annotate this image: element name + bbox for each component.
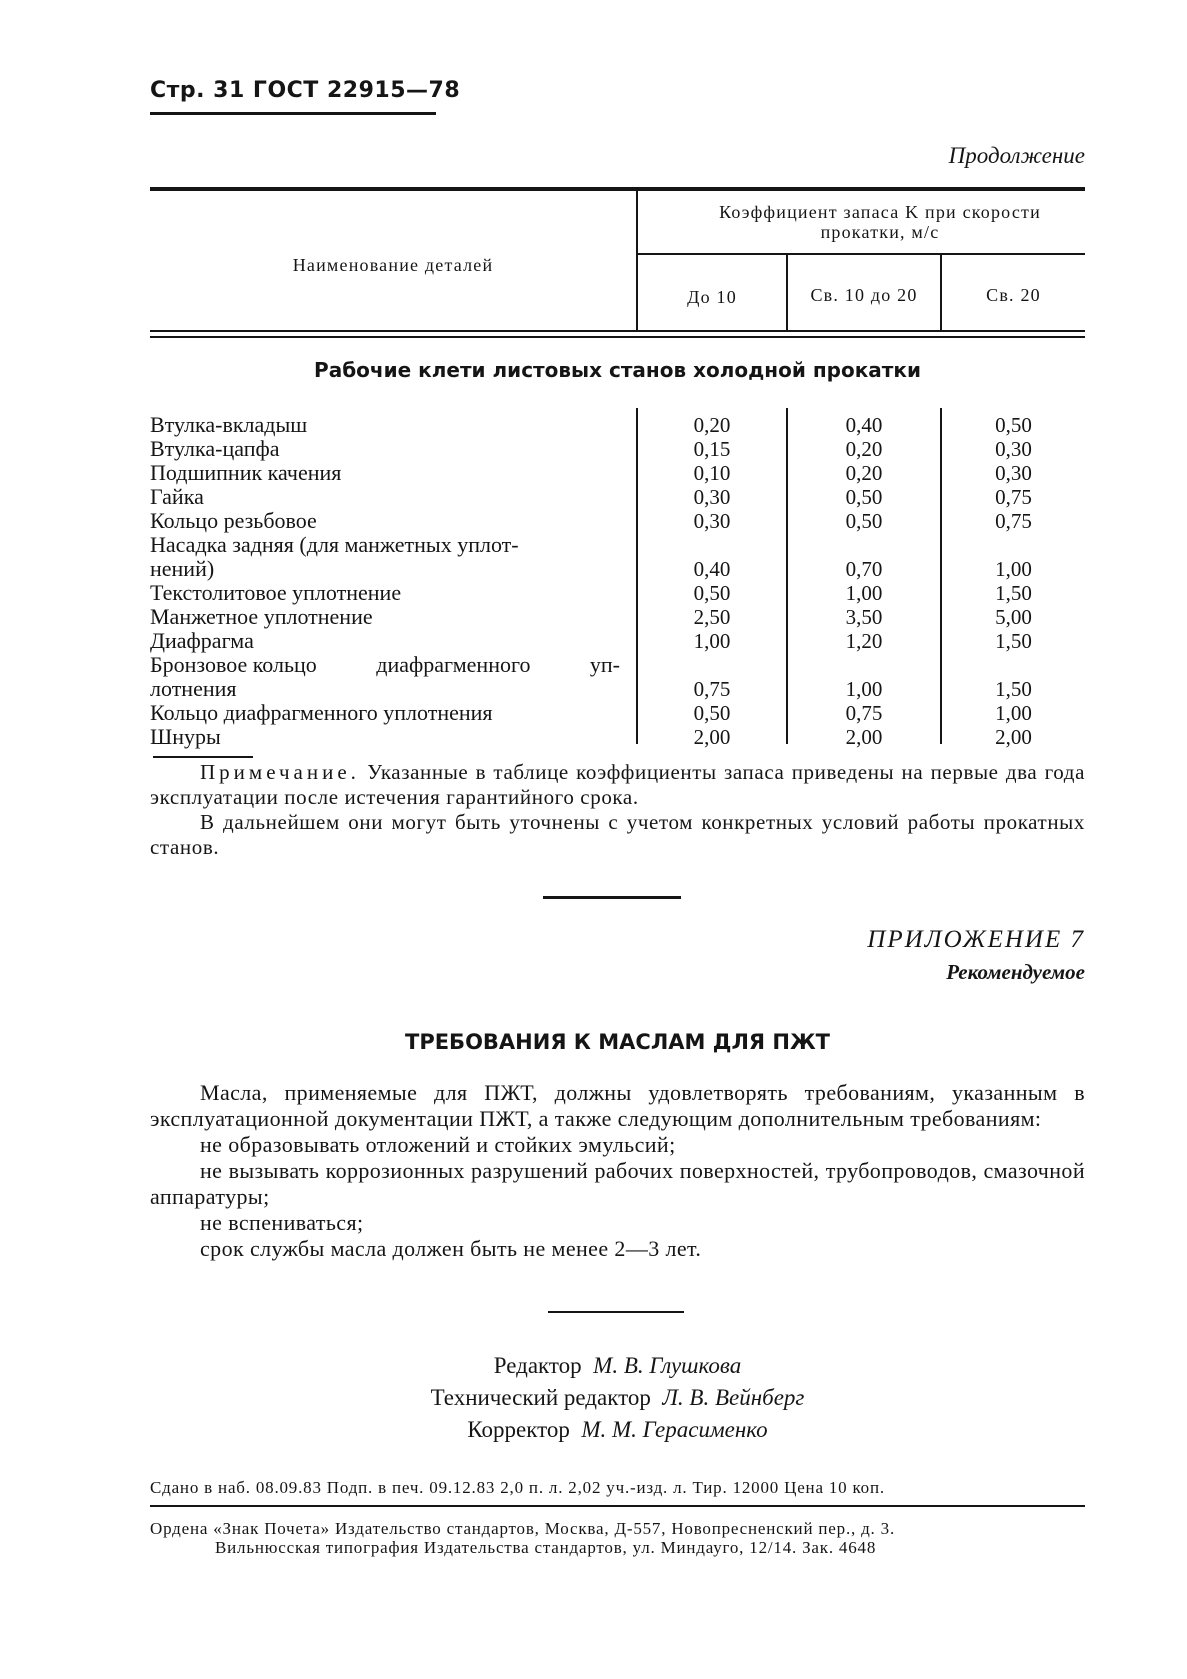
table-cell: 2,00 xyxy=(693,725,731,749)
requirement-item: не вспениваться; xyxy=(200,1210,364,1235)
values-speed-1 xyxy=(638,413,786,749)
table-row-name: Кольцо резьбовое xyxy=(150,508,317,533)
table-cell: 0,30 xyxy=(995,437,1032,461)
header-rule xyxy=(150,112,436,115)
table-row-name: Кольцо диафрагменного уплотнения xyxy=(150,700,493,725)
table-cell: 0,15 xyxy=(693,437,731,461)
table-row-name: Бронзовое кольцо диафрагменного уп- xyxy=(150,652,620,677)
table-cell: 0,20 xyxy=(693,413,731,437)
column-header-speed-3: Св. 20 xyxy=(986,285,1041,305)
requirements-intro: Масла, применяемые для ПЖТ, должны удовлетворять требованиям, указанным в эксплуатационной документации ПЖТ, а также следующим дополнительным требованиям: xyxy=(150,1080,1085,1131)
credit-tech-editor: Технический редактор Л. В. Вейнберг xyxy=(430,1385,805,1410)
table-row-name-cont: лотнения xyxy=(150,676,237,701)
table-cell: 1,20 xyxy=(845,629,883,653)
table-row-name: Насадка задняя (для манжетных уплот- xyxy=(150,532,519,557)
table-cell: 2,00 xyxy=(995,725,1032,749)
table-cell: 5,00 xyxy=(995,605,1032,629)
table-cell: 0,30 xyxy=(693,485,731,509)
requirement-item: не образовывать отложений и стойких эмульсий; xyxy=(200,1132,676,1157)
table-cell: 0,75 xyxy=(995,485,1032,509)
appendix-status: Рекомендуемое xyxy=(946,960,1085,984)
table-cell: 1,50 xyxy=(995,677,1032,701)
table-cell: 1,50 xyxy=(995,581,1032,605)
column-header-speed-2: Св. 10 до 20 xyxy=(810,285,918,305)
table-row-name: Диафрагма xyxy=(150,628,254,653)
table-cell: 0,75 xyxy=(995,509,1032,533)
table-cell: 1,00 xyxy=(845,581,883,605)
table-row-name: Подшипник качения xyxy=(150,460,342,485)
table-cell: 1,00 xyxy=(845,677,883,701)
table-cell: 0,75 xyxy=(845,701,883,725)
imprint-line-3: Вильнюсская типография Издательства стандартов, ул. Миндауго, 12/14. Зак. 4648 xyxy=(215,1538,877,1557)
column-header-speed-1: До 10 xyxy=(687,287,737,307)
table-note xyxy=(150,760,1085,860)
table-cell: 0,50 xyxy=(693,701,731,725)
requirements-body xyxy=(150,1080,1085,1262)
table-subheader-rule xyxy=(638,253,1085,255)
imprint-line-1: Сдано в наб. 08.09.83 Подп. в печ. 09.12.83 2,0 п. л. 2,02 уч.-изд. л. Тир. 12000 Цена 10 коп. xyxy=(150,1478,885,1497)
table-cell: 0,50 xyxy=(995,413,1032,437)
table-cell: 0,75 xyxy=(693,677,731,701)
note-text-1: Указанные в таблице коэффициенты запаса приведены на первые два года эксплуатации после истечения гарантийного срока. xyxy=(150,760,1085,809)
table-row-name: Манжетное уплотнение xyxy=(150,604,373,629)
table-cell: 0,10 xyxy=(693,461,731,485)
values-speed-3 xyxy=(942,413,1085,749)
imprint-line-2: Ордена «Знак Почета» Издательство стандартов, Москва, Д-557, Новопресненский пер., д. 3. xyxy=(150,1519,895,1538)
note-label: Примечание. xyxy=(200,760,360,784)
table-cell: 1,50 xyxy=(995,629,1032,653)
table-row-name: Втулка-вкладыш xyxy=(150,412,308,437)
table-cell: 0,50 xyxy=(693,581,731,605)
table-cell: 0,30 xyxy=(995,461,1032,485)
table-header-rule-2 xyxy=(150,336,1085,338)
section-title: Рабочие клети листовых станов холодной прокатки xyxy=(314,358,921,382)
table-cell: 0,30 xyxy=(693,509,731,533)
page-header: Стр. 31 ГОСТ 22915—78 xyxy=(150,78,461,103)
requirements-heading: ТРЕБОВАНИЯ К МАСЛАМ ДЛЯ ПЖТ xyxy=(405,1030,830,1054)
table-cell: 1,00 xyxy=(995,701,1032,725)
appendix-title: ПРИЛОЖЕНИЕ 7 xyxy=(867,926,1085,953)
column-header-name: Наименование деталей xyxy=(292,255,494,275)
imprint-rule xyxy=(150,1505,1085,1507)
footnote-rule xyxy=(153,756,253,758)
table-cell: 0,70 xyxy=(845,557,883,581)
table-cell: 0,40 xyxy=(693,557,731,581)
credits xyxy=(150,1350,1085,1446)
table-header-vline xyxy=(636,191,638,330)
table-cell: 1,00 xyxy=(693,629,731,653)
requirement-item: срок службы масла должен быть не менее 2—3 лет. xyxy=(200,1236,702,1261)
table-row-name: Втулка-цапфа xyxy=(150,436,280,461)
continuation-label: Продолжение xyxy=(948,143,1085,168)
table-cell: 3,50 xyxy=(845,605,883,629)
table-row-name: Гайка xyxy=(150,484,204,509)
table-header-rule-1 xyxy=(150,330,1085,332)
detail-names xyxy=(150,413,620,749)
table-cell: 0,20 xyxy=(845,461,883,485)
column-header-coefficient: Коэффициент запаса K при скорости прокатки, м/с xyxy=(719,202,1041,242)
credit-corrector: Корректор М. М. Герасименко xyxy=(467,1417,768,1442)
values-speed-2 xyxy=(788,413,940,749)
table-row-name: Текстолитовое уплотнение xyxy=(150,580,402,605)
separator-rule xyxy=(543,896,681,899)
table-cell: 0,50 xyxy=(845,509,883,533)
requirement-item: не вызывать коррозионных разрушений рабочих поверхностей, трубопроводов, смазочной аппаратуры; xyxy=(150,1158,1085,1209)
table-top-rule xyxy=(150,187,1085,191)
table-cell: 1,00 xyxy=(995,557,1032,581)
appendix-header xyxy=(867,926,1085,985)
table-cell: 0,40 xyxy=(845,413,883,437)
table-cell: 2,00 xyxy=(845,725,883,749)
credit-editor: Редактор М. В. Глушкова xyxy=(493,1353,742,1378)
table-cell: 0,50 xyxy=(845,485,883,509)
table-row-name: Шнуры xyxy=(150,724,221,749)
table-cell: 0,20 xyxy=(845,437,883,461)
table-cell: 2,50 xyxy=(693,605,731,629)
note-text-2: В дальнейшем они могут быть уточнены с учетом конкретных условий работы прокатных станов. xyxy=(150,810,1085,859)
table-row-name-cont: нений) xyxy=(150,556,215,581)
separator-rule-2 xyxy=(548,1311,684,1313)
